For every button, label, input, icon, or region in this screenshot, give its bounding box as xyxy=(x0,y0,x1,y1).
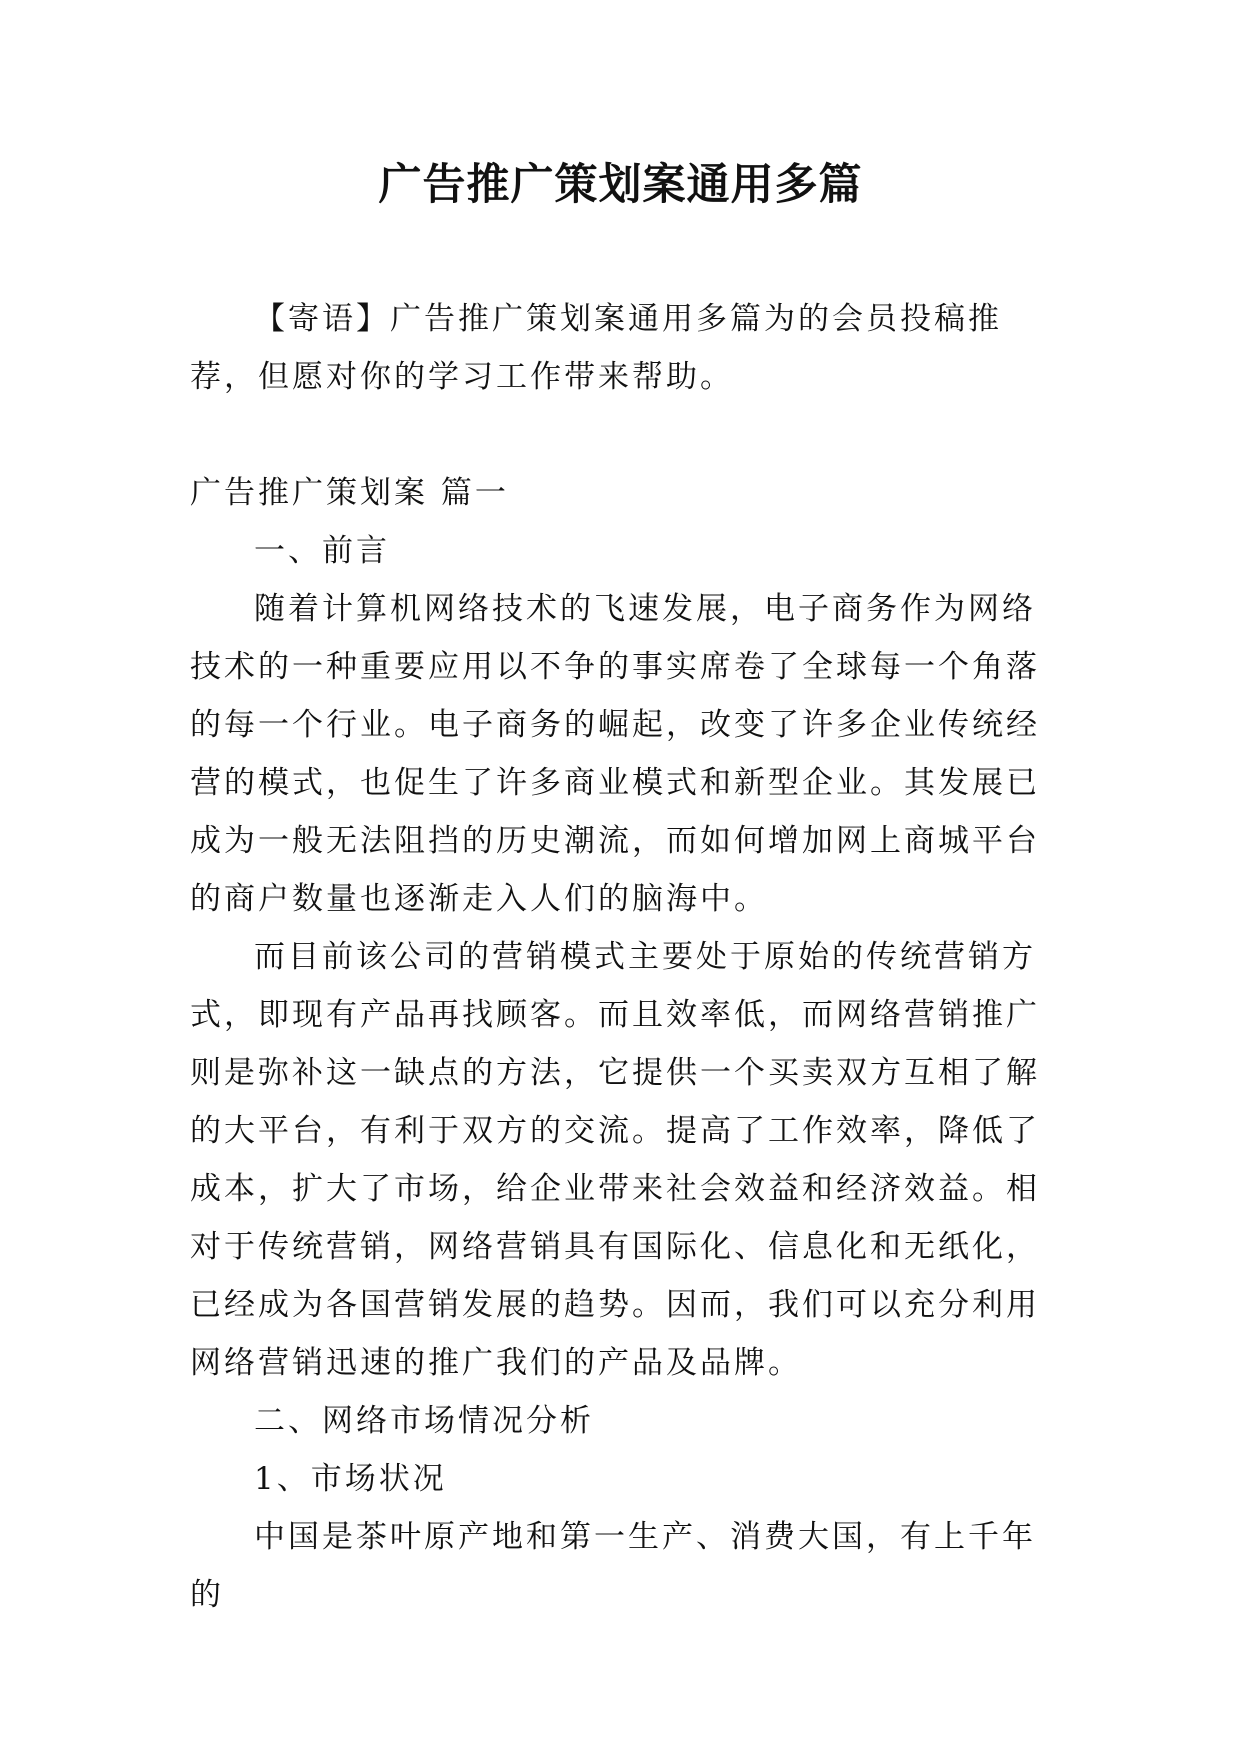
section-heading: 广告推广策划案 篇一 xyxy=(190,475,509,511)
blank-line xyxy=(190,406,1066,464)
document-title: 广告推广策划案通用多篇 xyxy=(378,160,863,210)
paragraph-preface-1: 随着计算机网络技术的飞速发展，电子商务作为网络技术的一种重要应用以不争的事实席卷了全球每一个角落的每一个行业。电子商务的崛起，改变了许多企业传统经营的模式，也促生了许多商业模式和新型企业。其发展已成为一般无法阻挡的历史潮流，而如何增加网上商城平台的商户数量也逐渐走入人们的脑海中。 xyxy=(190,591,1040,917)
document-body xyxy=(190,290,1066,1624)
subheading-preface: 一、前言 xyxy=(254,533,390,569)
paragraph-preface-2: 而目前该公司的营销模式主要处于原始的传统营销方式，即现有产品再找顾客。而且效率低，而网络营销推广则是弥补这一缺点的方法，它提供一个买卖双方互相了解的大平台，有利于双方的交流。提高了工作效率，降低了成本，扩大了市场，给企业带来社会效益和经济效益。相对于传统营销，网络营销具有国际化、信息化和无纸化，已经成为各国营销发展的趋势。因而，我们可以充分利用网络营销迅速的推广我们的产品及品牌。 xyxy=(190,939,1040,1381)
subheading-market-status: 1、市场状况 xyxy=(254,1461,447,1497)
subheading-market-analysis: 二、网络市场情况分析 xyxy=(254,1403,594,1439)
paragraph-market-status: 中国是茶叶原产地和第一生产、消费大国，有上千年的 xyxy=(190,1519,1036,1613)
intro-paragraph: 【寄语】广告推广策划案通用多篇为的会员投稿推荐，但愿对你的学习工作带来帮助。 xyxy=(190,301,1002,395)
